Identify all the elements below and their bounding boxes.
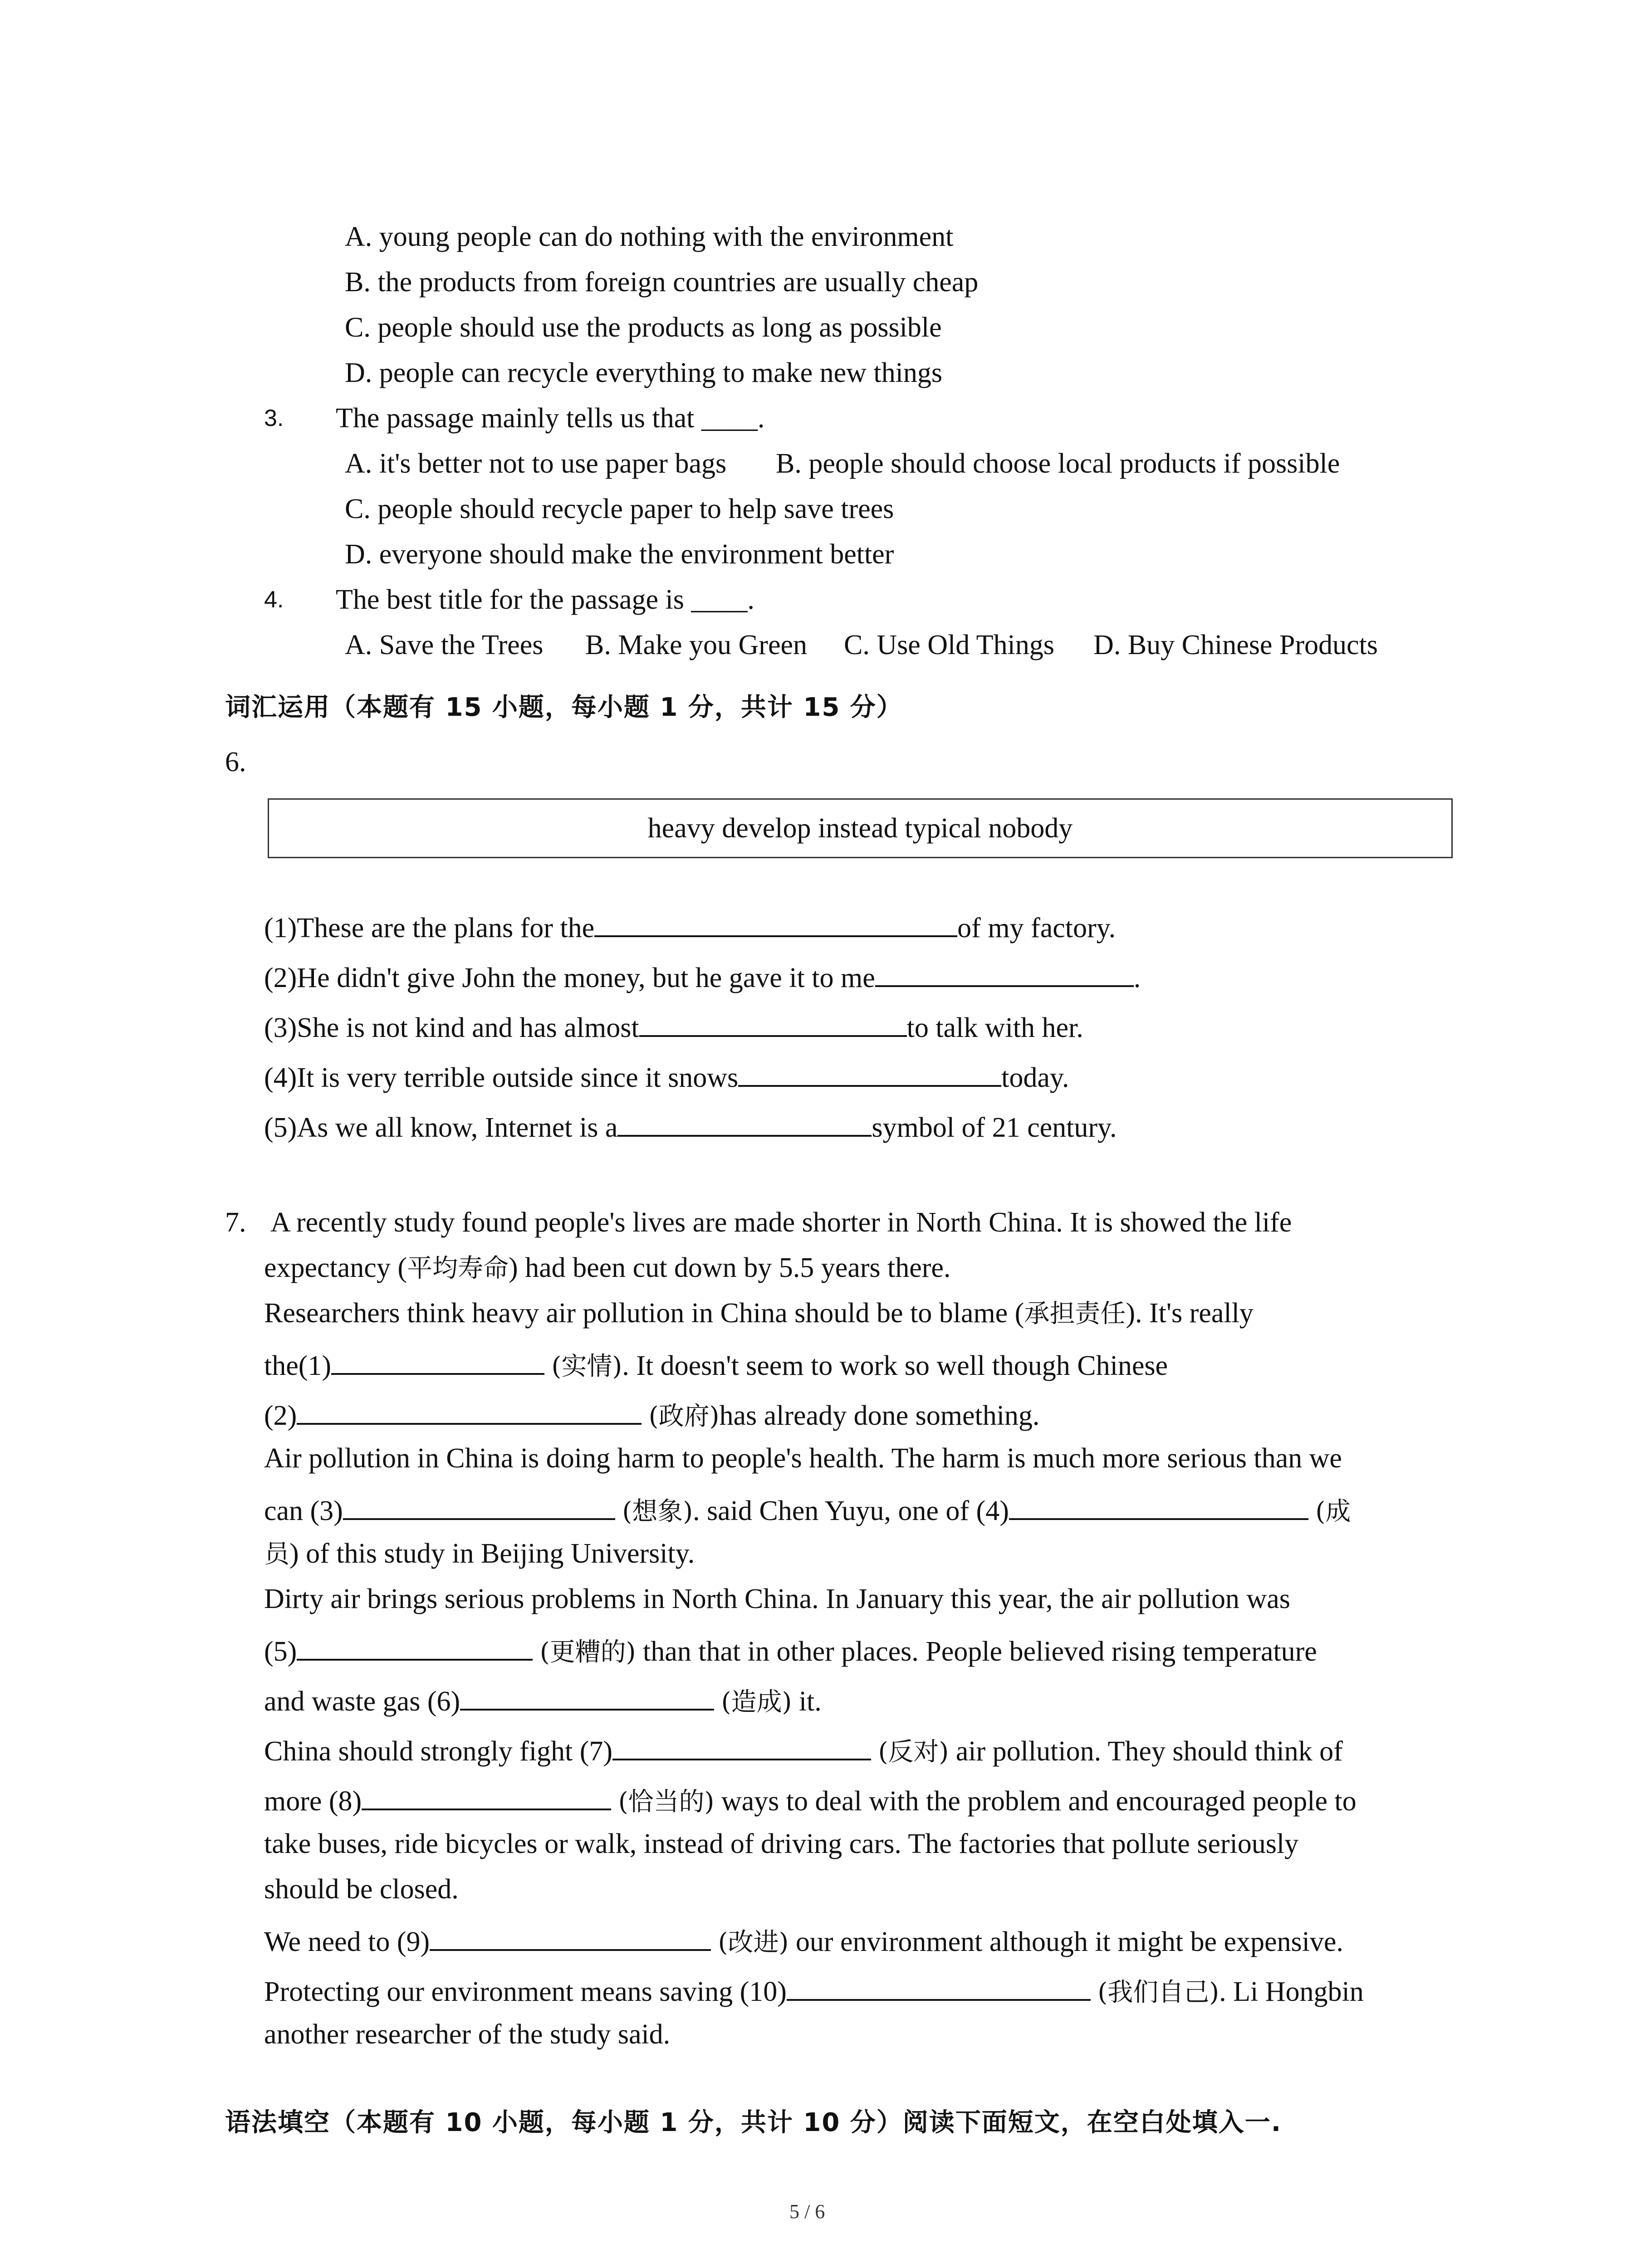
answer-blank[interactable] [612,1730,871,1760]
q3-option-d: D. everyone should make the environment better [345,539,894,570]
answer-blank[interactable] [738,1057,1001,1087]
grammar-section-heading: 语法填空（本题有 10 小题，每小题 1 分，共计 10 分）阅读下面短文，在空白处填入一. [225,2108,1282,2137]
word-bank-box [268,798,1453,858]
q7-line-6: Air pollution in China is doing harm to people's health. The harm is much more serious than we [264,1443,1342,1474]
q7-line-16: We need to (9) (改进) our environment although it might be expensive. [264,1921,1343,1961]
q6-item-1: (1)These are the plans for the of my factory. [264,907,1116,946]
q7-line-12: China should strongly fight (7) (反对) air pollution. They should think of [264,1730,1343,1770]
q7-line-1: A recently study found people's lives are made shorter in North China. It is showed the life [270,1207,1292,1238]
q2-option-c: C. people should use the products as long as possible [345,312,942,343]
q6-item-2: (2)He didn't give John the money, but he gave it to me . [264,957,1141,996]
answer-blank[interactable] [787,1971,1091,2001]
q4-stem: The best title for the passage is ____. [336,584,754,615]
q7-line-3: Researchers think heavy air pollution in China should be to blame (承担责任). It's really [264,1298,1254,1329]
answer-blank[interactable] [594,907,957,937]
q7-line-13: more (8) (恰当的) ways to deal with the problem and encouraged people to [264,1780,1357,1820]
q4-option-a: A. Save the Trees [345,630,544,660]
q7-line-18: another researcher of the study said. [264,2019,671,2050]
q3-number: 3. [264,405,284,431]
answer-blank[interactable] [343,1490,615,1520]
q4-option-d: D. Buy Chinese Products [1093,630,1378,660]
q7-line-2: expectancy (平均寿命) had been cut down by 5.5 years there. [264,1252,951,1283]
answer-blank[interactable] [617,1107,872,1137]
q3-option-a: A. it's better not to use paper bags [345,448,727,479]
q6-number: 6. [225,747,246,777]
q2-option-d: D. people can recycle everything to make new things [345,357,943,388]
word-bank-text: heavy develop instead typical nobody [647,813,1073,844]
answer-blank[interactable] [331,1345,544,1375]
q7-line-10: (5) (更糟的) than that in other places. People believed rising temperature [264,1631,1317,1671]
vocab-section-heading: 词汇运用（本题有 15 小题，每小题 1 分，共计 15 分） [225,693,903,722]
q6-item-5: (5)As we all know, Internet is a symbol of 21 century. [264,1107,1117,1146]
q4-option-c: C. Use Old Things [844,630,1054,660]
q7-line-9: Dirty air brings serious problems in North China. In January this year, the air pollution was [264,1584,1290,1614]
page-number: 5 / 6 [789,2200,825,2223]
answer-blank[interactable] [639,1007,907,1037]
q3-option-c: C. people should recycle paper to help save trees [345,494,894,524]
answer-blank[interactable] [297,1395,642,1425]
q7-line-5: (2) (政府)has already done something. [264,1395,1039,1435]
q7-line-7: can (3) (想象). said Chen Yuyu, one of (4) (成 [264,1490,1351,1530]
q2-option-a: A. young people can do nothing with the environment [345,221,954,252]
answer-blank[interactable] [430,1921,711,1951]
answer-blank[interactable] [875,957,1134,987]
answer-blank[interactable] [297,1631,533,1661]
q4-number: 4. [264,587,284,613]
q7-line-8: 员) of this study in Beijing University. [264,1538,695,1569]
q7-line-17: Protecting our environment means saving (10) (我们自己). Li Hongbin [264,1971,1364,2011]
q3-option-b: B. people should choose local products if possible [776,448,1340,479]
answer-blank[interactable] [460,1681,714,1711]
answer-blank[interactable] [1009,1490,1308,1520]
answer-blank[interactable] [362,1780,611,1810]
q7-line-14: take buses, ride bicycles or walk, instead of driving cars. The factories that pollute seriously [264,1828,1299,1859]
q4-option-b: B. Make you Green [585,630,807,660]
q3-stem: The passage mainly tells us that ____. [336,403,765,434]
q7-line-11: and waste gas (6) (造成) it. [264,1681,822,1721]
q7-line-4: the(1) (实情). It doesn't seem to work so well though Chinese [264,1345,1168,1385]
q7-number: 7. [225,1207,246,1238]
q2-option-b: B. the products from foreign countries are usually cheap [345,267,979,298]
q6-item-4: (4)It is very terrible outside since it snows today. [264,1057,1069,1096]
q7-line-15: should be closed. [264,1874,459,1905]
q6-item-3: (3)She is not kind and has almost to talk with her. [264,1007,1083,1046]
